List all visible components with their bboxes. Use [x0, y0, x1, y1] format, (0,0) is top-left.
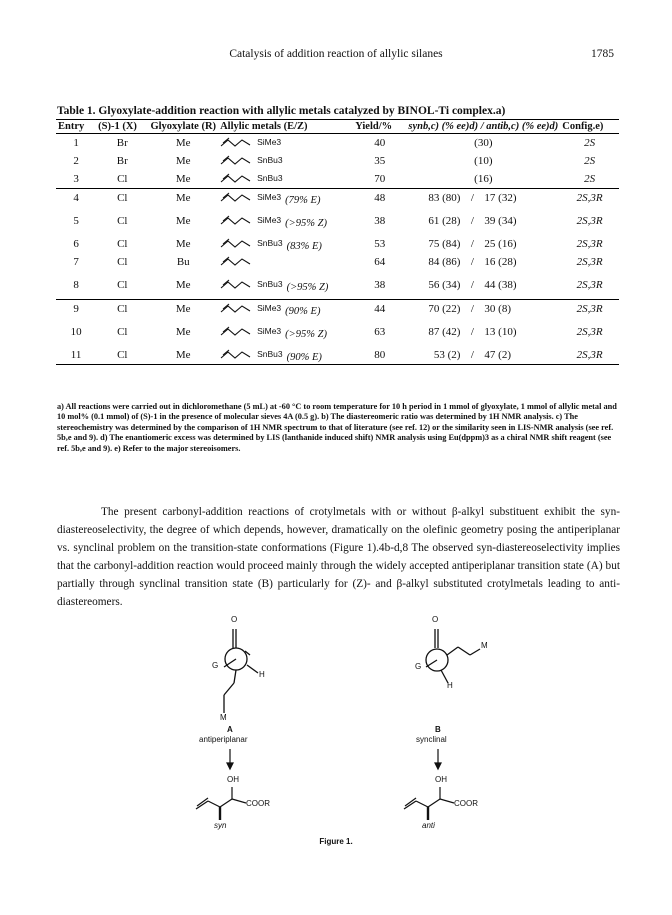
table-row: [56, 346, 619, 365]
ts-b-letter: B: [435, 725, 441, 734]
metal-group: SiMe3: [257, 302, 282, 313]
entry-cell: 5: [73, 215, 79, 227]
metal-cell: [218, 152, 353, 170]
product-syn: [196, 787, 246, 820]
metal-cell: [218, 134, 353, 153]
yield-cell: 53: [374, 238, 386, 250]
allyl-chain-icon: [220, 348, 254, 360]
syn-value: 70 (22): [428, 303, 461, 315]
slash: /: [470, 303, 474, 315]
table-row: [56, 152, 619, 170]
config-cell: 2S: [584, 155, 596, 167]
b-oh-label: OH: [435, 775, 447, 784]
ratio-cell: [406, 253, 560, 271]
ratio-cell: [406, 300, 560, 319]
r-cell: Me: [175, 155, 191, 167]
col-entry: Entry: [56, 120, 96, 134]
yield-cell: 44: [353, 300, 406, 319]
allyl-chain-icon: [220, 237, 254, 249]
metal-group: SiMe3: [257, 325, 282, 336]
syn-value: 53 (2): [433, 349, 461, 361]
b-g-label: G: [415, 662, 422, 671]
a-oxygen: O: [231, 615, 238, 624]
allyl-chain-icon: [220, 278, 254, 290]
r-cell: Me: [175, 238, 191, 250]
r-cell: Me: [175, 326, 191, 338]
ratio-cell: [406, 207, 560, 235]
allyl-chain-icon: [220, 255, 254, 267]
metal-cell: [218, 346, 353, 365]
b-m-label: M: [481, 641, 488, 650]
syn-label: syn: [214, 821, 227, 830]
ts-a-name: antiperiplanar: [199, 735, 248, 744]
entry-cell: 1: [73, 137, 79, 149]
table-caption: Table 1. Glyoxylate-addition reaction with allylic metals catalyzed by BINOL-Ti complex.a): [57, 105, 506, 117]
a-oh-label: OH: [227, 775, 239, 784]
r-cell: Me: [175, 215, 191, 227]
arrow-b-icon: [435, 749, 441, 769]
x-cell: Cl: [117, 279, 128, 291]
entry-cell: 6: [73, 238, 79, 250]
metal-group: SiMe3: [257, 191, 282, 202]
yield-cell: 38: [374, 279, 386, 291]
ratio-cell: [406, 346, 560, 365]
ratio-cell: [406, 271, 560, 300]
geometry-ratio: (90% E): [286, 351, 322, 363]
config-cell: 2S,3R: [560, 300, 619, 319]
geometry-ratio: (79% E): [285, 194, 321, 206]
anti-label: anti: [422, 821, 435, 830]
running-title: Catalysis of addition reaction of allylic silanes: [229, 48, 443, 60]
x-cell: Cl: [117, 256, 128, 268]
slash: /: [470, 215, 474, 227]
x-cell: Cl: [117, 215, 128, 227]
newman-b: [426, 629, 480, 683]
ratio-cell: [406, 235, 560, 253]
ratio-cell: [406, 318, 560, 346]
metal-group: SnBu3: [257, 172, 283, 183]
metal-cell: [218, 253, 353, 271]
allyl-chain-icon: [220, 172, 254, 184]
col-config: Config.e): [560, 120, 619, 134]
entry-cell: 3: [73, 173, 79, 185]
table-row: [56, 271, 619, 300]
syn-value: 75 (84): [428, 238, 461, 250]
anti-value: 25 (16): [484, 238, 517, 250]
geometry-ratio: (>95% Z): [285, 217, 327, 229]
metal-cell: [218, 318, 353, 346]
ee-value: (30): [474, 137, 493, 149]
running-header: [0, 48, 672, 64]
syn-value: 61 (28): [428, 215, 461, 227]
anti-value: 44 (38): [484, 279, 517, 291]
metal-group: SnBu3: [257, 348, 283, 359]
slash: /: [470, 256, 474, 268]
col-yield: Yield/%: [353, 120, 406, 134]
config-cell: 2S,3R: [576, 215, 603, 227]
results-table: [56, 119, 619, 365]
a-h-label: H: [259, 670, 265, 679]
metal-cell: [218, 235, 353, 253]
x-cell: Cl: [96, 300, 148, 319]
figure-1: [0, 615, 672, 915]
geometry-ratio: (83% E): [286, 240, 322, 252]
newman-projections: [0, 615, 672, 825]
arrow-a-icon: [227, 749, 233, 769]
config-cell: 2S,3R: [576, 256, 603, 268]
yield-cell: 64: [374, 256, 386, 268]
table-row: [56, 189, 619, 208]
allyl-chain-icon: [220, 154, 254, 166]
metal-group: SiMe3: [257, 136, 282, 147]
slash: /: [470, 192, 474, 204]
allyl-chain-icon: [220, 302, 254, 314]
x-cell: Cl: [96, 346, 148, 365]
allyl-chain-icon: [220, 191, 254, 203]
table-row: [56, 235, 619, 253]
yield-cell: 48: [353, 189, 406, 208]
x-cell: Cl: [117, 238, 128, 250]
yield-cell: 38: [374, 215, 386, 227]
b-coor-label: COOR: [454, 799, 478, 808]
ee-value: (10): [474, 155, 493, 167]
geometry-ratio: (>95% Z): [285, 328, 327, 340]
allyl-chain-icon: [220, 136, 254, 148]
syn-value: 56 (34): [428, 279, 461, 291]
col-r: Glyoxylate (R): [150, 121, 217, 132]
slash: /: [470, 279, 474, 291]
config-cell: 2S: [584, 137, 596, 149]
anti-value: 16 (28): [484, 256, 517, 268]
body-paragraph: The present carbonyl-addition reactions of crotylmetals with or without β-alkyl substituent exhibit the syn-diastereoselectivity, the degree of which depends, however, dramatically on the olefinic geometry posing the antiperiplanar vs. synclinal problem on the transition-state conformations (Figure 1).4b-d,8 The observed syn-diastereoselectivity implies that the carbonyl-addition reaction would proceed mainly through the widely accepted antiperiplanar transition state (A) but partially through synclinal transition state (B) particularly for (Z)- and β-alkyl substituted crotylmetals leading to anti-diastereomers.: [57, 506, 620, 608]
entry-cell: 2: [73, 155, 79, 167]
col-x: (S)-1 (X): [96, 120, 148, 134]
ts-b-name: synclinal: [416, 735, 447, 744]
syn-value: 83 (80): [428, 192, 461, 204]
allyl-chain-icon: [220, 325, 254, 337]
table-row: [56, 300, 619, 319]
config-cell: 2S: [584, 173, 596, 185]
newman-a: [224, 629, 258, 713]
yield-cell: 80: [353, 346, 406, 365]
ratio-cell: [406, 152, 560, 170]
entry-cell: 8: [73, 279, 79, 291]
table-row: [56, 318, 619, 346]
metal-group: SnBu3: [257, 154, 283, 165]
page-number: 1785: [591, 48, 614, 60]
yield-cell: 63: [374, 326, 386, 338]
slash: /: [470, 238, 474, 250]
config-cell: 2S,3R: [576, 326, 603, 338]
r-cell: Me: [148, 300, 218, 319]
x-cell: Cl: [96, 189, 148, 208]
ts-a-letter: A: [227, 725, 233, 734]
allyl-chain-icon: [220, 214, 254, 226]
ratio-cell: [406, 170, 560, 189]
entry-cell: 11: [56, 346, 96, 365]
config-cell: 2S,3R: [560, 346, 619, 365]
table-header-row: [56, 120, 619, 134]
metal-cell: [218, 207, 353, 235]
ee-value: (16): [474, 173, 493, 185]
x-cell: Cl: [117, 173, 128, 185]
metal-cell: [218, 300, 353, 319]
metal-group: SnBu3: [257, 237, 283, 248]
entry-cell: 9: [56, 300, 96, 319]
x-cell: Br: [116, 137, 128, 149]
metal-cell: [218, 170, 353, 189]
x-cell: Cl: [117, 326, 128, 338]
figure-caption: Figure 1.: [319, 837, 353, 846]
anti-value: 17 (32): [484, 192, 517, 204]
r-cell: Me: [148, 189, 218, 208]
config-cell: 2S,3R: [576, 279, 603, 291]
geometry-ratio: (90% E): [285, 305, 321, 317]
table-row: [56, 134, 619, 153]
b-h-label: H: [447, 681, 453, 690]
table-row: [56, 253, 619, 271]
x-cell: Br: [116, 155, 128, 167]
ratio-cell: [406, 189, 560, 208]
table-row: [56, 207, 619, 235]
metal-cell: [218, 189, 353, 208]
yield-cell: 70: [374, 173, 386, 185]
r-cell: Me: [175, 137, 191, 149]
r-cell: Bu: [176, 256, 190, 268]
metal-group: SiMe3: [257, 214, 282, 225]
entry-cell: 10: [70, 326, 82, 338]
anti-value: 13 (10): [484, 326, 517, 338]
entry-cell: 7: [73, 256, 79, 268]
yield-cell: 40: [374, 137, 386, 149]
a-m-label: M: [220, 713, 227, 722]
r-cell: Me: [175, 279, 191, 291]
config-cell: 2S,3R: [576, 238, 603, 250]
table-row: [56, 170, 619, 189]
anti-value: 39 (34): [484, 215, 517, 227]
product-anti: [404, 787, 454, 820]
metal-group: SnBu3: [257, 278, 283, 289]
syn-value: 84 (86): [428, 256, 461, 268]
geometry-ratio: (>95% Z): [286, 281, 329, 293]
a-g-label: G: [212, 661, 219, 670]
slash: /: [470, 349, 474, 361]
a-coor-label: COOR: [246, 799, 270, 808]
anti-value: 30 (8): [484, 303, 511, 315]
entry-cell: 4: [56, 189, 96, 208]
b-oxygen: O: [432, 615, 439, 624]
yield-cell: 35: [374, 155, 386, 167]
table-footnotes: a) All reactions were carried out in dichloromethane (5 mL) at -60 °C to room temperature for 10 h period in 1 mmol of glyoxylate, 1 mmol of allylic metal and 10 mol% (0.1 mmol) of (S)-1 in the presence of molecular sieves 4A (0.5 g). b) The diastereomeric ratio was determined by 1H NMR analysis. c) The stereochemistry was determined by the comparison of 1H NMR spectrum to that of literature (see ref. 12) or the similarity seen in LIS-NMR analysis (see ref. 5b,e and 9). d) The enantiomeric excess was determined by LIS (lanthanide induced shift) NMR analysis using Eu(dppm)3 as a chiral NMR shift reagent (see ref. 5b,e and 9). e) Refer to the major stereoisomers.: [57, 402, 617, 453]
metal-cell: [218, 271, 353, 300]
col-metal: Allylic metals (E/Z): [218, 120, 353, 134]
r-cell: Me: [175, 173, 191, 185]
ratio-cell: [406, 134, 560, 153]
syn-value: 87 (42): [428, 326, 461, 338]
r-cell: Me: [148, 346, 218, 365]
slash: /: [470, 326, 474, 338]
config-cell: 2S,3R: [560, 189, 619, 208]
col-ratio: synb,c) (% ee)d) / antib,c) (% ee)d): [408, 121, 559, 132]
anti-value: 47 (2): [484, 349, 511, 361]
